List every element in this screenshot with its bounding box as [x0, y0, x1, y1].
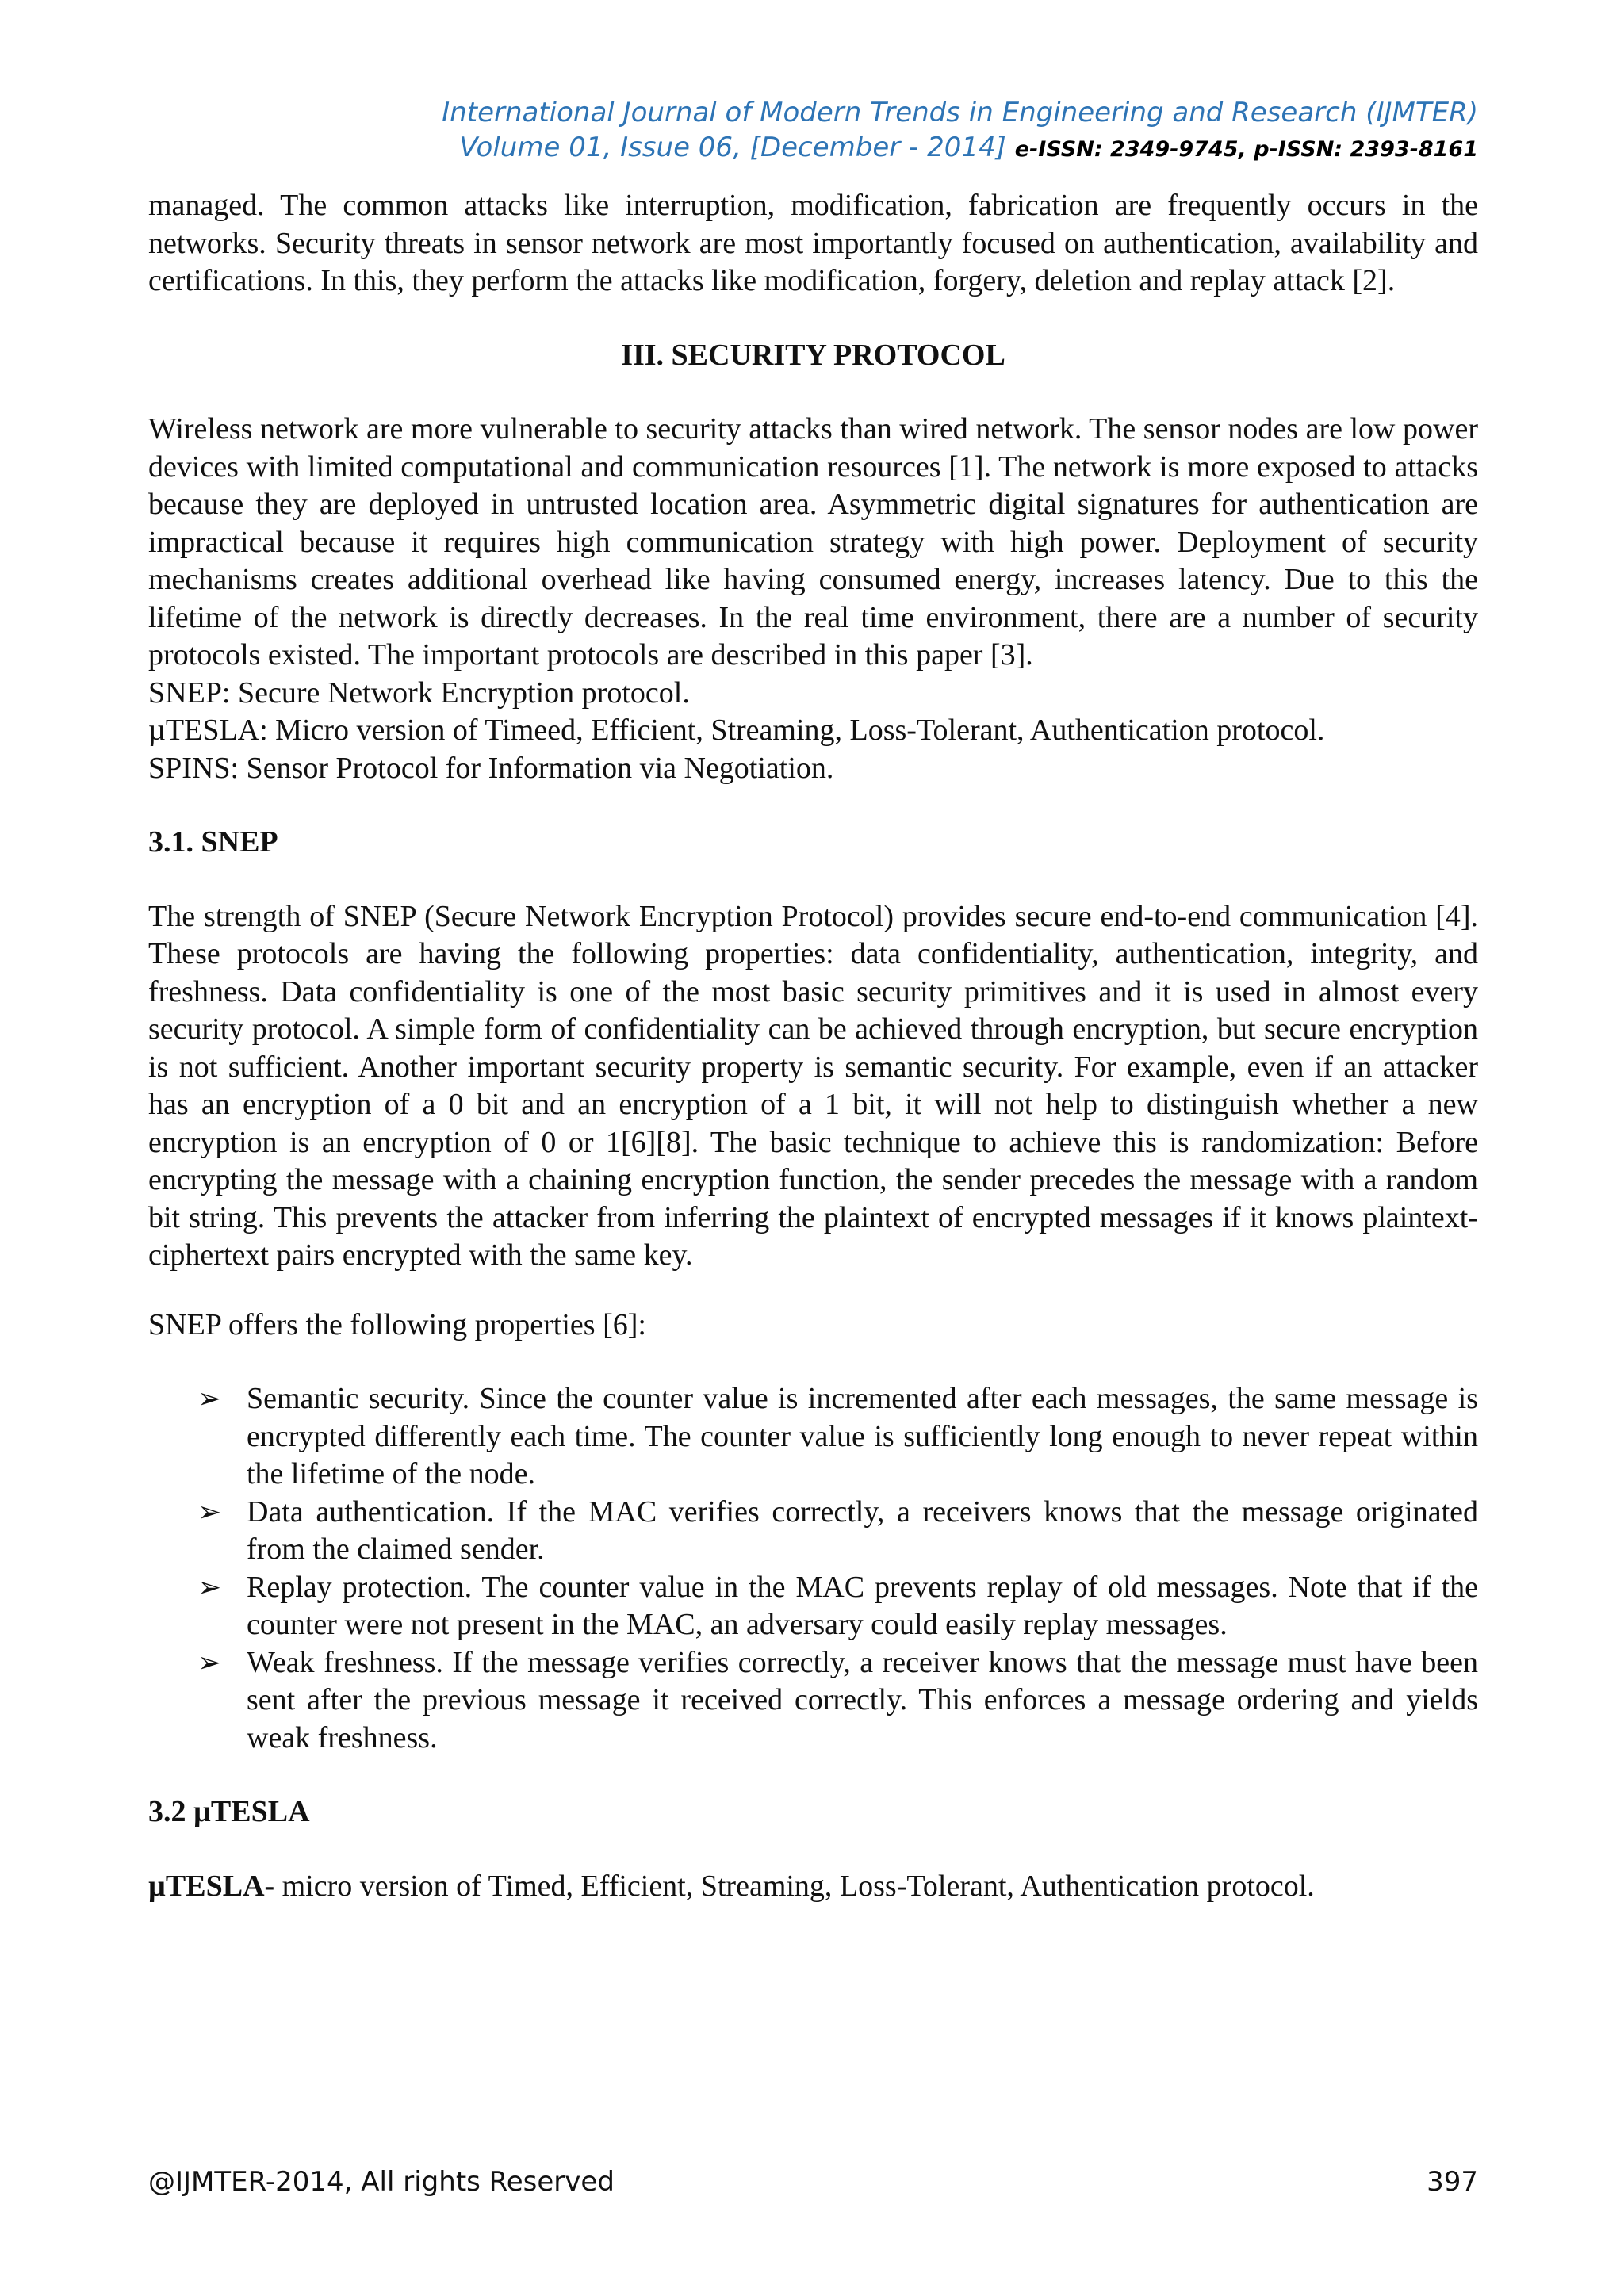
list-item-text: Data authentication. If the MAC verifies correctly, a receivers knows that the message originated from the claimed sender.: [247, 1494, 1478, 1566]
snep-offers-text: SNEP offers the following properties [6]:: [148, 1307, 646, 1341]
utesla-term: µTESLA-: [148, 1869, 275, 1903]
list-item-text: Semantic security. Since the counter value is incremented after each messages, the same message is encrypted differently each time. The counter value is sufficiently long enough to never repeat within the lifetime of the node.: [247, 1382, 1478, 1490]
list-item: [148, 1569, 1478, 1644]
definition-utesla: µTESLA: Micro version of Timeed, Efficient, Streaming, Loss-Tolerant, Authentication protocol.: [148, 714, 1325, 747]
list-item-text: Replay protection. The counter value in the MAC prevents replay of old messages. Note that if the counter were not present in the MAC, an adversary could easily replay messages.: [247, 1570, 1478, 1641]
footer-copyright: @IJMTER-2014, All rights Reserved: [148, 2166, 615, 2198]
journal-header: [442, 95, 1478, 167]
intro-paragraph: managed. The common attacks like interruption, modification, fabrication are frequently occurs in the networks. Security threats in sensor network are most importantly focused on authentication, availability and certifications. In this, they perform the attacks like modification, forgery, deletion and replay attack [2].: [148, 189, 1478, 297]
page: [148, 0, 1478, 2296]
utesla-definition: micro version of Timed, Efficient, Streaming, Loss-Tolerant, Authentication protocol.: [274, 1869, 1315, 1903]
arrow-bullet-icon: ➢: [197, 1646, 222, 1679]
arrow-bullet-icon: ➢: [197, 1495, 222, 1529]
article-body: [148, 187, 1478, 1905]
journal-volume-line: [442, 130, 1478, 167]
definition-snep: SNEP: Secure Network Encryption protocol.: [148, 675, 690, 710]
list-item: [148, 1494, 1478, 1569]
list-item: [148, 1644, 1478, 1758]
definition-spins: SPINS: Sensor Protocol for Information via Negotiation.: [148, 751, 834, 785]
utesla-paragraph: [148, 1868, 1478, 1906]
list-item-text: Weak freshness. If the message verifies correctly, a receiver knows that the message must have been sent after the previous message it received correctly. This enforces a message ordering and yields weak freshness.: [247, 1645, 1478, 1755]
arrow-bullet-icon: ➢: [197, 1383, 222, 1415]
snep-paragraph: The strength of SNEP (Secure Network Encryption Protocol) provides secure end-to-end communication [4]. These protocols are having the following properties: data confidentiality, authentication, integrity, and freshness. Data confidentiality is one of the most basic security primitives and it is used in almost every security protocol. A simple form of confidentiality can be achieved through encryption, but secure encryption is not sufficient. Another important security property is semantic security. For example, even if an attacker has an encryption of a 0 bit and an encryption of a 1 bit, it will not help to distinguish whether a new encryption is an encryption of 0 or 1[6][8]. The basic technique to achieve this is randomization: Before encrypting the message with a chaining encryption function, the sender precedes the message with a random bit string. This prevents the attacker from inferring the plaintext of encrypted messages if it knows plaintext-ciphertext pairs encrypted with the same key.: [148, 899, 1478, 1272]
arrow-bullet-icon: ➢: [197, 1571, 222, 1604]
subsection-heading-snep: 3.1. SNEP: [148, 825, 278, 859]
subsection-heading-utesla: 3.2 µTESLA: [148, 1795, 310, 1828]
journal-issn: e-ISSN: 2349-9745, p-ISSN: 2393-8161: [1014, 137, 1478, 162]
snep-properties-list: [148, 1380, 1478, 1757]
list-item: [148, 1380, 1478, 1494]
section-title: III. SECURITY PROTOCOL: [621, 338, 1005, 372]
journal-volume: Volume 01, Issue 06, [December - 2014]: [459, 132, 1006, 163]
page-number: 397: [1427, 2166, 1478, 2198]
security-protocol-paragraph: Wireless network are more vulnerable to security attacks than wired network. The sensor nodes are low power devices with limited computational and communication resources [1]. The network is more exposed to attacks because they are deployed in untrusted location area. Asymmetric digital signatures for authentication are impractical because it requires high communication strategy with high power. Deployment of security mechanisms creates additional overhead like having consumed energy, increases latency. Due to this the lifetime of the network is directly decreases. In the real time environment, there are a number of security protocols existed. The important protocols are described in this paper [3].: [148, 412, 1478, 672]
journal-title: International Journal of Modern Trends in Engineering and Research (IJMTER): [442, 97, 1478, 128]
page-footer: [148, 2166, 1478, 2198]
